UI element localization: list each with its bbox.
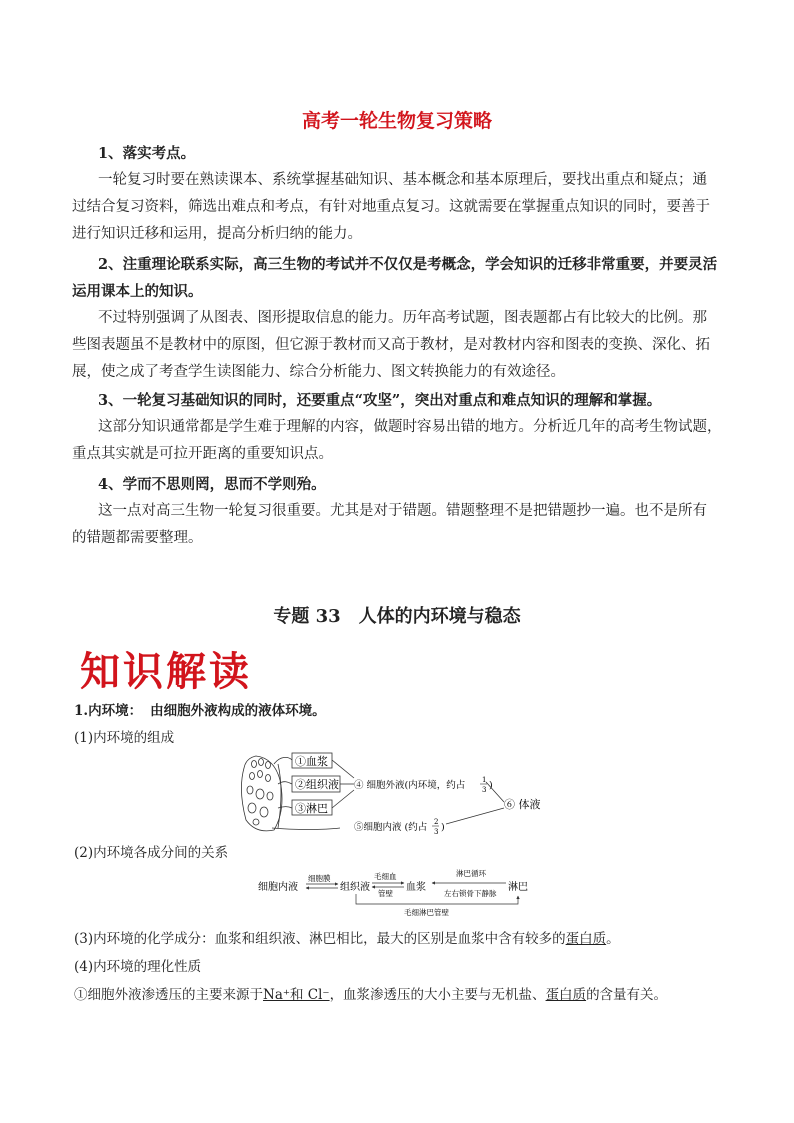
point-3-line-2: 重点其实就是可拉开距离的重要知识点。: [72, 446, 333, 462]
intracellular-label: ⑤细胞内液 (约占: [354, 822, 428, 833]
body-fluid-composition-diagram: [234, 750, 554, 838]
point-4-heading: 4、学而不思则罔，思而不学则殆。: [98, 476, 326, 493]
point-1-line-1: 一轮复习时要在熟读课本、系统掌握基础知识、基本概念和基本原理后，要找出重点和疑点；通: [98, 172, 707, 188]
d2-plasma: 血浆: [406, 882, 426, 893]
point-2-line-1: 不过特别强调了从图表、图形提取信息的能力。历年高考试题，图表题都占有比较大的比例。那: [98, 310, 707, 326]
intracellular-frac-num: 2: [434, 818, 439, 826]
point-1-line-2: 过结合复习资料，筛选出难点和考点，有针对地重点复习。这就需要在掌握重点知识的同时，要善于: [72, 199, 710, 215]
intracellular-close: ): [441, 822, 445, 833]
subsection-1-heading: (1)内环境的组成: [74, 730, 175, 746]
knowledge-banner: 知识解读: [80, 649, 252, 695]
sub4-1-keyword-protein: 蛋白质: [545, 987, 587, 1003]
d2-subclavian: 左右锁骨下静脉: [444, 889, 497, 898]
tissue-fluid-label: ②组织液: [295, 778, 339, 791]
d2-intracellular: 细胞内液: [258, 882, 298, 893]
item-1-definition: 由细胞外液构成的液体环境。: [150, 703, 326, 719]
d2-membrane: 细胞膜: [308, 874, 331, 883]
extracellular-frac-num: 1: [482, 776, 487, 784]
sub4-1-keyword-ions: Na⁺和 Cl⁻: [263, 987, 330, 1003]
point-1-heading: 1、落实考点。: [98, 145, 196, 162]
document-title: 高考一轮生物复习策略: [301, 110, 492, 132]
d2-tissue-fluid: 组织液: [340, 882, 370, 893]
point-3-heading: 3、一轮复习基础知识的同时，还要重点“攻坚”，突出对重点和难点知识的理解和掌握。: [98, 392, 662, 409]
section-title: 专题 33 人体的内环境与稳态: [273, 606, 521, 627]
point-2-line-3: 展，使之成了考查学生读图能力、综合分析能力、图文转换能力的有效途径。: [72, 364, 565, 380]
extracellular-frac-den: 3: [482, 786, 487, 794]
subsection-4-heading: (4)内环境的理化性质: [74, 959, 202, 975]
point-2-heading: 2、注重理论联系实际，高三生物的考试并不仅仅是考概念，学会知识的迁移非常重要，并要灵活: [98, 256, 718, 273]
sub3-keyword: 蛋白质: [565, 931, 607, 947]
sub4-1-mid: ，血浆渗透压的大小主要与无机盐、: [329, 987, 546, 1003]
intracellular-frac-den: 3: [434, 828, 439, 836]
subsection-4-1: [74, 984, 667, 1006]
extracellular-close: ): [489, 780, 493, 791]
d2-lymph-circulation: 淋巴循环: [456, 869, 486, 878]
sub4-1-text: ①细胞外液渗透压的主要来源于: [74, 987, 263, 1003]
sub3-end: 。: [606, 931, 620, 947]
d2-capillary-bottom: 管壁: [378, 889, 393, 898]
plasma-label: ①血浆: [295, 755, 328, 768]
cell-illustration: [241, 756, 282, 831]
point-3-line-1: 这部分知识通常都是学生难于理解的内容，做题时容易出错的地方。分析近几年的高考生物试题，: [98, 419, 722, 435]
item-1-label: 1.内环境：: [74, 703, 143, 719]
lymph-label: ③淋巴: [295, 802, 328, 815]
d2-lymph-capillary: 毛细淋巴管壁: [404, 908, 449, 917]
subsection-3: [74, 928, 620, 950]
subsection-2-heading: (2)内环境各成分间的关系: [74, 845, 229, 861]
point-2-line-2: 些图表题虽不是教材中的原图，但它源于教材而又高于教材，是对教材内容和图表的变换、深化、拓: [72, 337, 710, 353]
sub3-text: (3)内环境的化学成分：血浆和组织液、淋巴相比，最大的区别是血浆中含有较多的: [74, 931, 566, 947]
d2-lymph: 淋巴: [508, 882, 528, 893]
point-4-line-1: 这一点对高三生物一轮复习很重要。尤其是对于错题。错题整理不是把错题抄一遍。也不是所有: [98, 503, 707, 519]
point-1-line-3: 进行知识迁移和运用，提高分析归纳的能力。: [72, 226, 362, 242]
body-fluid-label: ⑥ 体液: [504, 798, 541, 811]
item-1-line: [74, 700, 326, 722]
point-2-heading-cont: 运用课本上的知识。: [72, 283, 203, 300]
component-relationship-diagram: [256, 866, 546, 918]
point-4-line-2: 的错题都需要整理。: [72, 530, 203, 546]
sub4-1-end: 的含量有关。: [586, 987, 668, 1003]
extracellular-label: ④ 细胞外液(内环境，约占: [354, 780, 466, 791]
d2-capillary-top: 毛细血: [374, 872, 397, 881]
